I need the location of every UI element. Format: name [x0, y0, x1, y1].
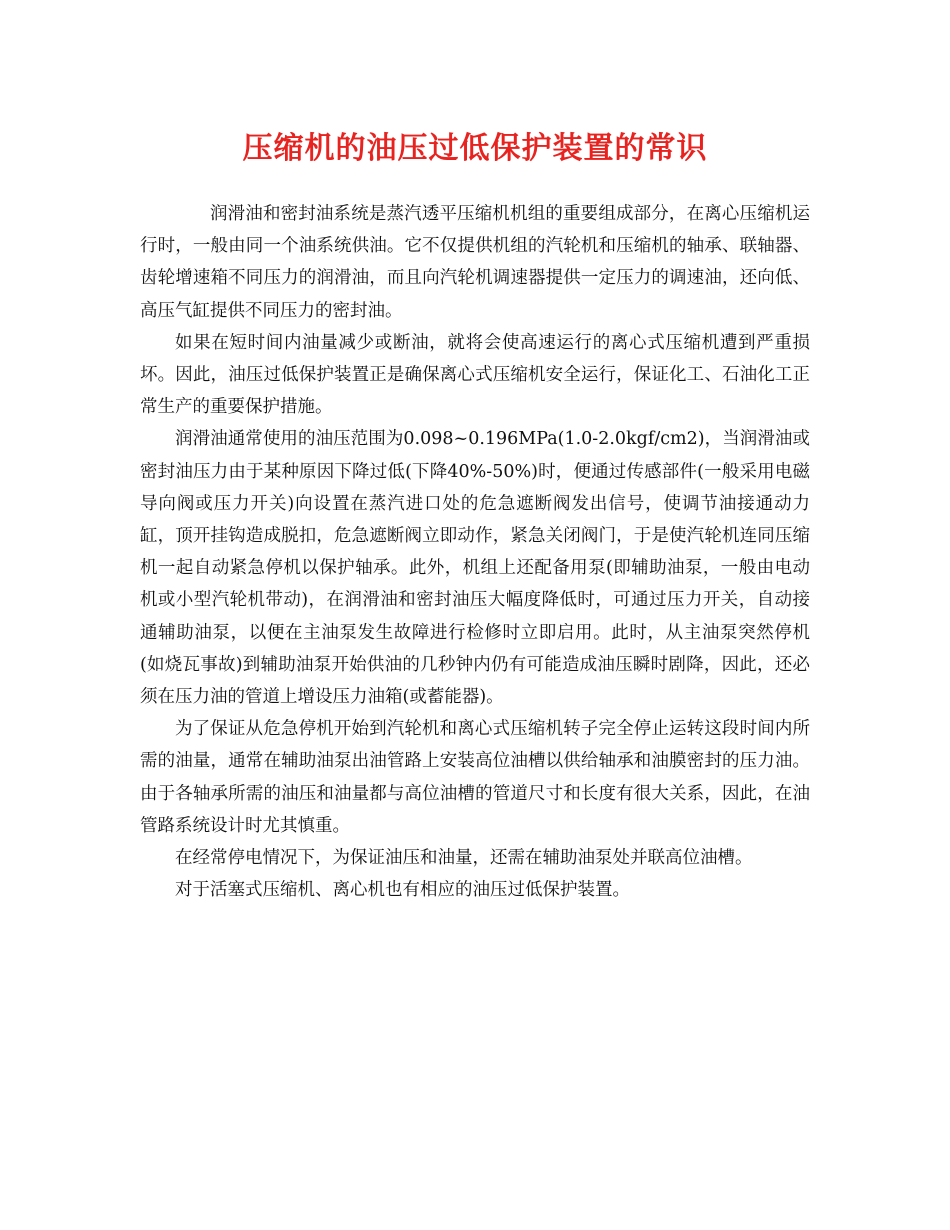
document-body — [140, 198, 810, 906]
paragraph-4: 为了保证从危急停机开始到汽轮机和离心式压缩机转子完全停止运转这段时间内所需的油量，通常在辅助油泵出油管路上安装高位油槽以供给轴承和油膜密封的压力油。由于各轴承所需的油压和油量都与高位油槽的管道尺寸和长度有很大关系，因此，在油管路系统设计时尤其慎重。 — [140, 719, 810, 836]
paragraph-5: 在经常停电情况下，为保证油压和油量，还需在辅助油泵处并联高位油槽。 — [175, 848, 753, 869]
paragraph-3: 润滑油通常使用的油压范围为0.098~0.196MPa(1.0-2.0kgf/cm2)，当润滑油或密封油压力由于某种原因下降过低(下降40%-50%)时，便通过传感部件(一般采用电磁导向阀或压力开关)向设置在蒸汽进口处的危急遮断阀发出信号，使调节油接通动力缸，顶开挂钩造成脱扣，危急遮断阀立即动作，紧急关闭阀门，于是使汽轮机连同压缩机一起自动紧急停机以保护轴承。此外，机组上还配备用泵(即辅助油泵，一般由电动机或小型汽轮机带动)，在润滑油和密封油压大幅度降低时，可通过压力开关，自动接通辅助油泵，以便在主油泵发生故障进行检修时立即启用。此时，从主油泵突然停机(如烧瓦事故)到辅助油泵开始供油的几秒钟内仍有可能造成油压瞬时剧降，因此，还必须在压力油的管道上增设压力油箱(或蓄能器)。 — [140, 429, 810, 708]
document-title: 压缩机的油压过低保护装置的常识 — [242, 131, 708, 166]
paragraph-1: 润滑油和密封油系统是蒸汽透平压缩机机组的重要组成部分，在离心压缩机运行时，一般由同一个油系统供油。它不仅提供机组的汽轮机和压缩机的轴承、联轴器、齿轮增速箱不同压力的润滑油，而且向汽轮机调速器提供一定压力的调速油，还向低、高压气缸提供不同压力的密封油。 — [140, 204, 810, 321]
paragraph-6: 对于活塞式压缩机、离心机也有相应的油压过低保护装置。 — [175, 880, 630, 901]
paragraph-2: 如果在短时间内油量减少或断油，就将会使高速运行的离心式压缩机遭到严重损坏。因此，油压过低保护装置正是确保离心式压缩机安全运行，保证化工、石油化工正常生产的重要保护措施。 — [140, 332, 810, 418]
